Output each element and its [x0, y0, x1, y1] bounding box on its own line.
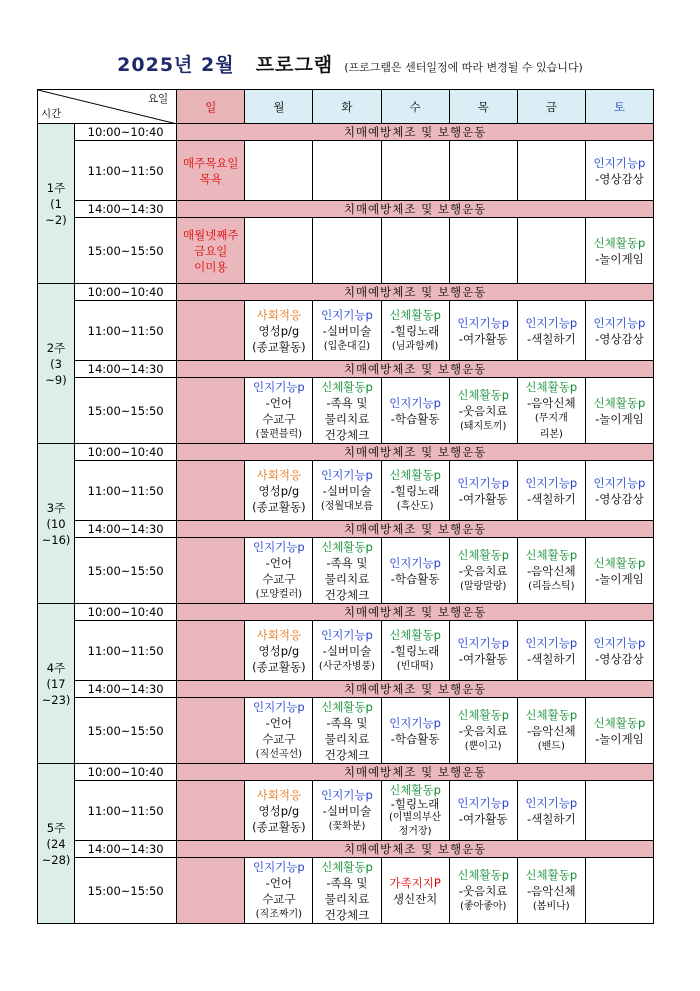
- program-cell: [313, 141, 381, 201]
- week-label: 5주 (24 ~28): [38, 764, 75, 924]
- time-cell: 10:00~10:40: [75, 764, 177, 781]
- time-cell: 11:00~11:50: [75, 621, 177, 681]
- table-row: [38, 444, 654, 461]
- day-header-sat: 토: [585, 90, 653, 124]
- time-cell: 15:00~15:50: [75, 538, 177, 604]
- corner-day-label: 요일: [147, 93, 169, 105]
- time-cell: 14:00~14:30: [75, 361, 177, 378]
- day-header-wed: 수: [381, 90, 449, 124]
- table-row: [38, 124, 654, 141]
- program-cell: 인지기능p -실버미술 (입춘대길): [313, 301, 381, 361]
- time-cell: 10:00~10:40: [75, 444, 177, 461]
- schedule-table: [37, 89, 654, 924]
- time-cell: 14:00~14:30: [75, 201, 177, 218]
- program-cell: [245, 141, 313, 201]
- sunday-cell: [177, 378, 245, 444]
- program-cell: 인지기능p -언어 수교구 (모양컬러): [245, 538, 313, 604]
- time-cell: 14:00~14:30: [75, 681, 177, 698]
- program-cell: 인지기능p -실버미술 (꽃화분): [313, 781, 381, 841]
- day-header-tue: 화: [313, 90, 381, 124]
- program-cell: [517, 218, 585, 284]
- program-cell: 인지기능p -실버미술 (정월대보름: [313, 461, 381, 521]
- program-cell: [245, 218, 313, 284]
- exercise-band: 치매예방체조 및 보행운동: [177, 521, 654, 538]
- program-cell: 사회적응 영성p/g (종교활동): [245, 461, 313, 521]
- title-month: 2025년 2월: [117, 54, 235, 76]
- program-cell: 인지기능p -영상감상: [585, 301, 653, 361]
- program-cell: [585, 858, 653, 924]
- program-cell: 신체활동p -힐링노래 (님과함께): [381, 301, 449, 361]
- title-program: 프로그램: [255, 54, 334, 76]
- program-cell: 인지기능p -영상감상: [585, 621, 653, 681]
- exercise-band: 치매예방체조 및 보행운동: [177, 124, 654, 141]
- week-label: 4주 (17 ~23): [38, 604, 75, 764]
- program-cell: 인지기능p -실버미술 (사군자병풍): [313, 621, 381, 681]
- table-row: [38, 201, 654, 218]
- sunday-cell: [177, 538, 245, 604]
- program-cell: 신체활동p -힐링노래 (흑산도): [381, 461, 449, 521]
- day-header-fri: 금: [517, 90, 585, 124]
- program-cell: 인지기능p -색칠하기: [517, 781, 585, 841]
- sunday-note: 매월넷째주 금요일 이미용: [177, 218, 245, 284]
- corner-cell: [38, 90, 177, 124]
- program-cell: 인지기능p -영상감상: [585, 141, 653, 201]
- time-cell: 15:00~15:50: [75, 858, 177, 924]
- table-row: [38, 378, 654, 444]
- program-cell: 신체활동p -음악신체 (무지개 리본): [517, 378, 585, 444]
- program-cell: 신체활동p -놀이게임: [585, 218, 653, 284]
- exercise-band: 치매예방체조 및 보행운동: [177, 361, 654, 378]
- program-cell: 신체활동p -놀이게임: [585, 378, 653, 444]
- table-row: [38, 218, 654, 284]
- time-cell: 11:00~11:50: [75, 141, 177, 201]
- time-cell: 10:00~10:40: [75, 604, 177, 621]
- program-cell: 인지기능p -여가활동: [449, 621, 517, 681]
- program-cell: 신체활동p -족욕 및 물리치료 건강체크: [313, 378, 381, 444]
- time-cell: 15:00~15:50: [75, 218, 177, 284]
- exercise-band: 치매예방체조 및 보행운동: [177, 284, 654, 301]
- program-cell: 신체활동p -족욕 및 물리치료 건강체크: [313, 538, 381, 604]
- program-cell: [517, 141, 585, 201]
- program-cell: [449, 218, 517, 284]
- exercise-band: 치매예방체조 및 보행운동: [177, 764, 654, 781]
- program-cell: 인지기능p -언어 수교구 (물편블럭): [245, 378, 313, 444]
- time-cell: 15:00~15:50: [75, 378, 177, 444]
- title-note: (프로그램은 센터일정에 따라 변경될 수 있습니다): [344, 61, 583, 74]
- table-row: [38, 698, 654, 764]
- table-row: [38, 361, 654, 378]
- program-cell: 사회적응 영성p/g (종교활동): [245, 621, 313, 681]
- day-header-mon: 월: [245, 90, 313, 124]
- table-row: [38, 604, 654, 621]
- time-cell: 14:00~14:30: [75, 521, 177, 538]
- sunday-cell: [177, 698, 245, 764]
- exercise-band: 치매예방체조 및 보행운동: [177, 201, 654, 218]
- sunday-cell: [177, 858, 245, 924]
- program-cell: 사회적응 영성p/g (종교활동): [245, 781, 313, 841]
- exercise-band: 치매예방체조 및 보행운동: [177, 444, 654, 461]
- table-row: [38, 764, 654, 781]
- sunday-cell: [177, 301, 245, 361]
- header-row: [38, 90, 654, 124]
- exercise-band: 치매예방체조 및 보행운동: [177, 604, 654, 621]
- program-cell: [449, 141, 517, 201]
- program-cell: [381, 141, 449, 201]
- program-cell: [381, 218, 449, 284]
- table-row: [38, 521, 654, 538]
- program-cell: 인지기능p -색칠하기: [517, 461, 585, 521]
- program-cell: 인지기능p -언어 수교구 (직선곡선): [245, 698, 313, 764]
- week-label: 1주 (1 ~2): [38, 124, 75, 284]
- program-cell: 신체활동p -음악신체 (밴드): [517, 698, 585, 764]
- program-cell: 신체활동p -힐링노래 (빈대떡): [381, 621, 449, 681]
- program-cell: 인지기능p -영상감상: [585, 461, 653, 521]
- program-cell: 신체활동p -놀이게임: [585, 698, 653, 764]
- program-cell: 신체활동p -웃음치료 (좋아좋아): [449, 858, 517, 924]
- program-cell: 신체활동p -웃음치료 (말랑말랑): [449, 538, 517, 604]
- time-cell: 10:00~10:40: [75, 284, 177, 301]
- program-cell: 인지기능p -여가활동: [449, 781, 517, 841]
- program-cell: 신체활동p -웃음치료 (돼지토끼): [449, 378, 517, 444]
- table-row: [38, 681, 654, 698]
- table-row: [38, 284, 654, 301]
- program-cell: 인지기능p -학습활동: [381, 698, 449, 764]
- day-header-sun: 일: [177, 90, 245, 124]
- time-cell: 11:00~11:50: [75, 781, 177, 841]
- time-cell: 11:00~11:50: [75, 461, 177, 521]
- program-cell: 인지기능p -언어 수교구 (직조짜기): [245, 858, 313, 924]
- sunday-cell: [177, 781, 245, 841]
- exercise-band: 치매예방체조 및 보행운동: [177, 681, 654, 698]
- table-row: [38, 621, 654, 681]
- page-title: [0, 50, 700, 77]
- time-cell: 10:00~10:40: [75, 124, 177, 141]
- program-cell: [313, 218, 381, 284]
- table-row: [38, 841, 654, 858]
- program-cell: 가족지지P 생신잔치: [381, 858, 449, 924]
- table-row: [38, 538, 654, 604]
- corner-time-label: 시간: [41, 108, 62, 120]
- program-cell: 신체활동p -음악신체 (봄비나): [517, 858, 585, 924]
- day-header-thu: 목: [449, 90, 517, 124]
- program-cell: 신체활동p -족욕 및 물리치료 건강체크: [313, 698, 381, 764]
- table-row: [38, 141, 654, 201]
- program-cell: 신체활동p -족욕 및 물리치료 건강체크: [313, 858, 381, 924]
- program-cell: 인지기능p -학습활동: [381, 378, 449, 444]
- time-cell: 11:00~11:50: [75, 301, 177, 361]
- program-cell: 신체활동p -음악신체 (리듬스틱): [517, 538, 585, 604]
- sunday-note: 매주목요일 목욕: [177, 141, 245, 201]
- table-row: [38, 301, 654, 361]
- exercise-band: 치매예방체조 및 보행운동: [177, 841, 654, 858]
- program-cell: 신체활동p -웃음치료 (뿐이고): [449, 698, 517, 764]
- program-cell: [585, 781, 653, 841]
- program-cell: 신체활동p -힐링노래 (이별의부산 정거장): [381, 781, 449, 841]
- sunday-cell: [177, 461, 245, 521]
- table-row: [38, 461, 654, 521]
- program-cell: 인지기능p -여가활동: [449, 461, 517, 521]
- program-cell: 사회적응 영성p/g (종교활동): [245, 301, 313, 361]
- table-row: [38, 858, 654, 924]
- program-cell: 인지기능p -색칠하기: [517, 621, 585, 681]
- time-cell: 15:00~15:50: [75, 698, 177, 764]
- time-cell: 14:00~14:30: [75, 841, 177, 858]
- table-row: [38, 781, 654, 841]
- program-cell: 인지기능p -여가활동: [449, 301, 517, 361]
- program-cell: 신체활동p -놀이게임: [585, 538, 653, 604]
- week-label: 3주 (10 ~16): [38, 444, 75, 604]
- program-cell: 인지기능p -색칠하기: [517, 301, 585, 361]
- sunday-cell: [177, 621, 245, 681]
- program-cell: 인지기능p -학습활동: [381, 538, 449, 604]
- week-label: 2주 (3 ~9): [38, 284, 75, 444]
